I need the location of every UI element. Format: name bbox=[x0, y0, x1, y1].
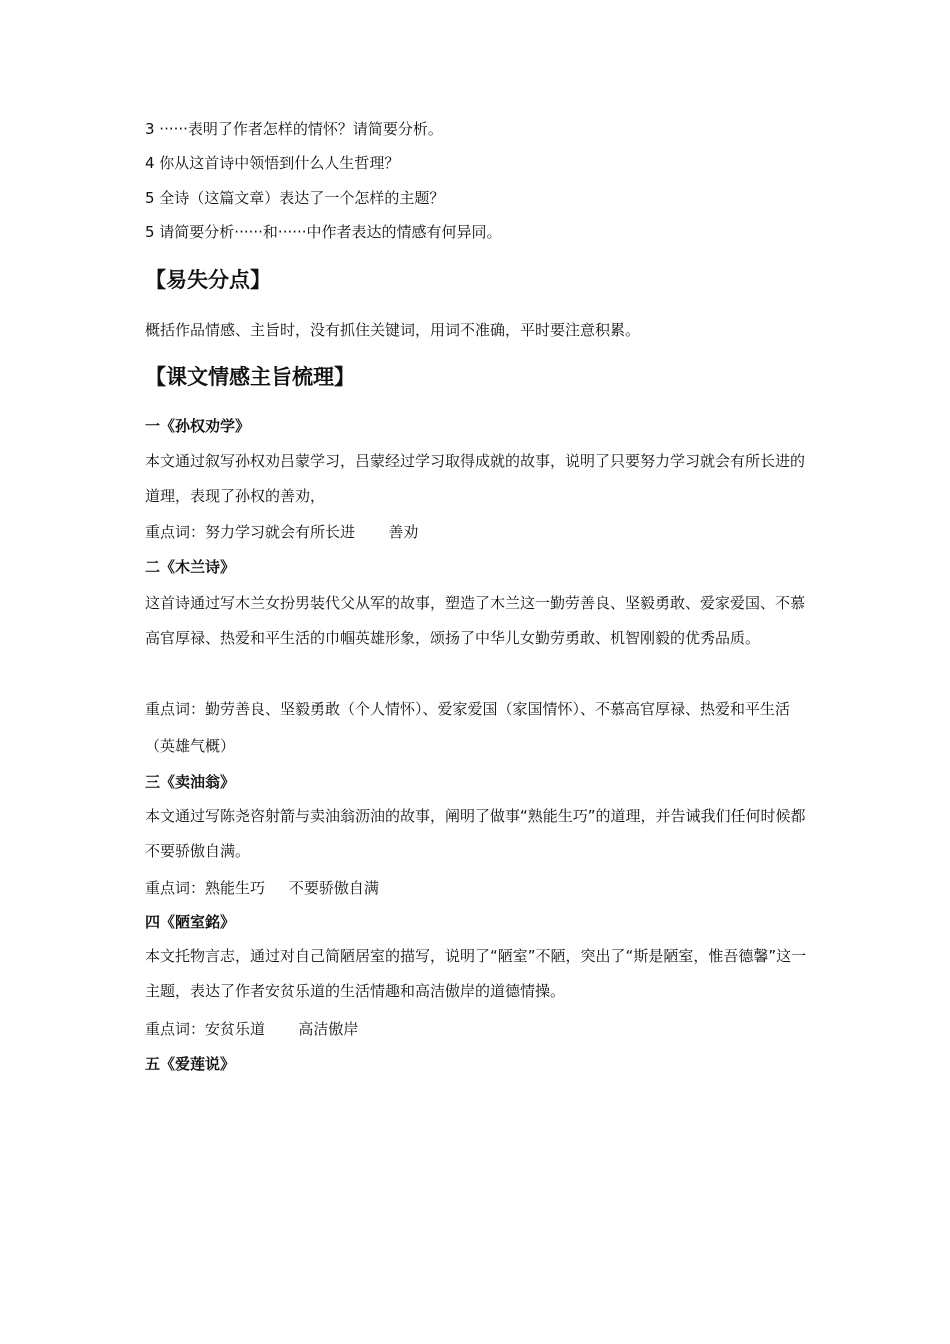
lesson-title: 三《卖油翁》 bbox=[145, 773, 236, 791]
lesson-keywords: 重点词：勤劳善良、坚毅勇敢（个人情怀）、爱家爱国（家国情怀）、不慕高官厚禄、热爱和平生活（英雄气概） bbox=[145, 700, 791, 755]
section-heading-review: 【课文情感主旨梳理】 bbox=[145, 365, 355, 389]
lesson-summary: 这首诗通过写木兰女扮男装代父从军的故事，塑造了木兰这一勤劳善良、坚毅勇敢、爱家爱国、不慕高官厚禄、热爱和平生活的巾帼英雄形象，颂扬了中华儿女勤劳勇敢、机智刚毅的优秀品质。 bbox=[145, 594, 806, 647]
lesson-summary: 本文托物言志，通过对自己简陋居室的描写，说明了“陋室”不陋，突出了“斯是陋室，惟吾德馨”这一主题，表达了作者安贫乐道的生活情趣和高洁傲岸的道德情操。 bbox=[145, 947, 807, 1000]
lesson-keywords: 重点词：熟能生巧 不要骄傲自满 bbox=[145, 879, 379, 897]
lesson-summary: 本文通过叙写孙权劝吕蒙学习，吕蒙经过学习取得成就的故事，说明了只要努力学习就会有所长进的道理，表现了孙权的善劝， bbox=[145, 452, 806, 505]
lesson-keywords: 重点词：安贫乐道 高洁傲岸 bbox=[145, 1020, 359, 1038]
lesson-title: 四《陋室銘》 bbox=[145, 913, 236, 931]
lesson-summary: 本文通过写陈尧咨射箭与卖油翁沥油的故事，阐明了做事“熟能生巧”的道理，并告诫我们任何时候都不要骄傲自满。 bbox=[145, 807, 806, 860]
lose-points-text: 概括作品情感、主旨时，没有抓住关键词，用词不准确，平时要注意积累。 bbox=[145, 321, 641, 339]
section-heading-lose-points: 【易失分点】 bbox=[145, 268, 271, 292]
question-line: 4 你从这首诗中领悟到什么人生哲理？ bbox=[145, 154, 400, 172]
question-line: 5 全诗（这篇文章）表达了一个怎样的主题？ bbox=[145, 189, 445, 207]
lesson-keywords: 重点词：努力学习就会有所长进 善劝 bbox=[145, 523, 419, 541]
lesson-title: 五《爱莲说》 bbox=[145, 1055, 236, 1073]
lesson-title: 一《孙权劝学》 bbox=[145, 417, 251, 435]
question-line: 3 ······表明了作者怎样的情怀？请简要分析。 bbox=[145, 120, 443, 138]
question-line: 5 请简要分析······和······中作者表达的情感有何异同。 bbox=[145, 223, 502, 241]
lesson-title: 二《木兰诗》 bbox=[145, 558, 236, 576]
